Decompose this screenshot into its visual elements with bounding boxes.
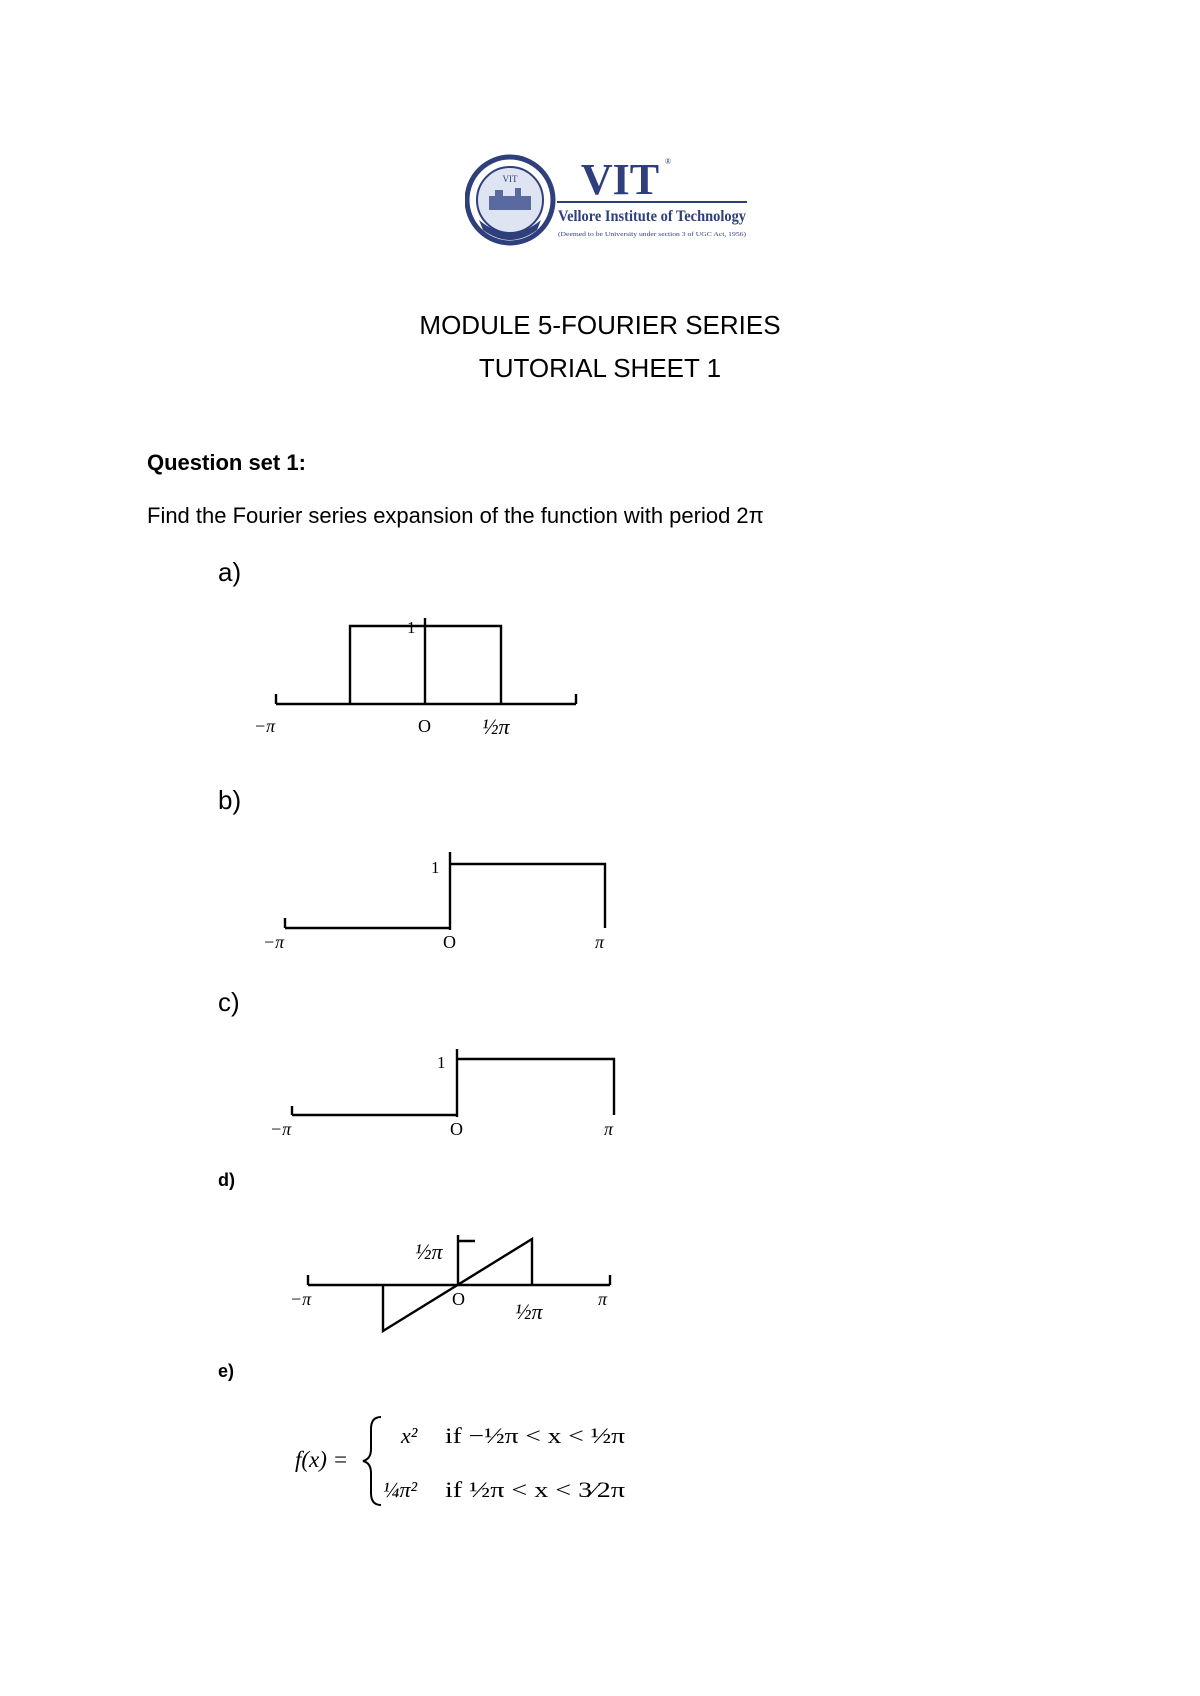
graph-b [255,848,625,958]
part-b-label: b) [218,785,242,815]
question-prompt: Find the Fourier series expansion of the function with period 2π [147,503,764,528]
formula-brace [363,1417,381,1505]
graph-c-x-label-origin: O [450,1119,463,1139]
graph-b-x-label-origin: O [443,932,456,952]
formula-case2-expr: ¼π² [383,1477,418,1502]
institution-logo [465,150,755,250]
logo-tagline: (Deemed to be University under section 3 of UGC Act, 1956) [558,231,746,238]
graph-c-pulse [457,1059,614,1115]
graph-a-x-label-half-pi: ½π [482,714,510,739]
part-d-label: d) [218,1170,235,1190]
graph-c-y-label: 1 [437,1053,446,1072]
graph-a-x-label-neg-pi: −π [254,716,276,736]
graph-d-x-label-half-pi: ½π [515,1299,543,1324]
graph-d-x-label-neg-pi: −π [290,1289,312,1309]
graph-c-x-label-pi: π [604,1119,614,1139]
seal-text: VIT [502,174,518,184]
formula-lhs: f(x) = [295,1447,349,1472]
part-c-label: c) [218,987,240,1017]
graph-d-y-label: ½π [415,1239,443,1264]
part-e-label: e) [218,1361,235,1381]
graph-a-y-label: 1 [407,618,416,637]
graph-b-x-label-pi: π [595,932,605,952]
part-a-label: a) [218,557,242,587]
graph-d-x-label-origin: O [452,1289,465,1309]
graph-d [260,1215,640,1365]
graph-c-x-label-neg-pi: −π [270,1119,292,1139]
graph-b-x-label-neg-pi: −π [263,932,285,952]
graph-b-pulse [450,864,605,928]
piecewise-formula [295,1405,635,1515]
graph-c [262,1045,632,1145]
graph-d-x-label-pi: π [598,1289,608,1309]
logo-brand: VIT [580,155,660,204]
module-title: MODULE 5-FOURIER SERIES [419,310,781,340]
formula-case1-cond: if −½π < x < ½π [445,1423,625,1448]
graph-b-y-label: 1 [431,858,440,877]
formula-case2-cond: if ½π < x < 3⁄2π [445,1477,625,1502]
vit-seal-icon [465,150,755,250]
formula-case1-expr: x² [401,1423,418,1448]
graph-a-x-label-origin: O [418,716,431,736]
logo-name: Vellore Institute of Technology [558,208,746,225]
question-set-heading: Question set 1: [147,450,306,475]
graph-a [250,612,590,752]
sheet-title: TUTORIAL SHEET 1 [478,353,722,383]
svg-text:®: ® [665,157,672,166]
